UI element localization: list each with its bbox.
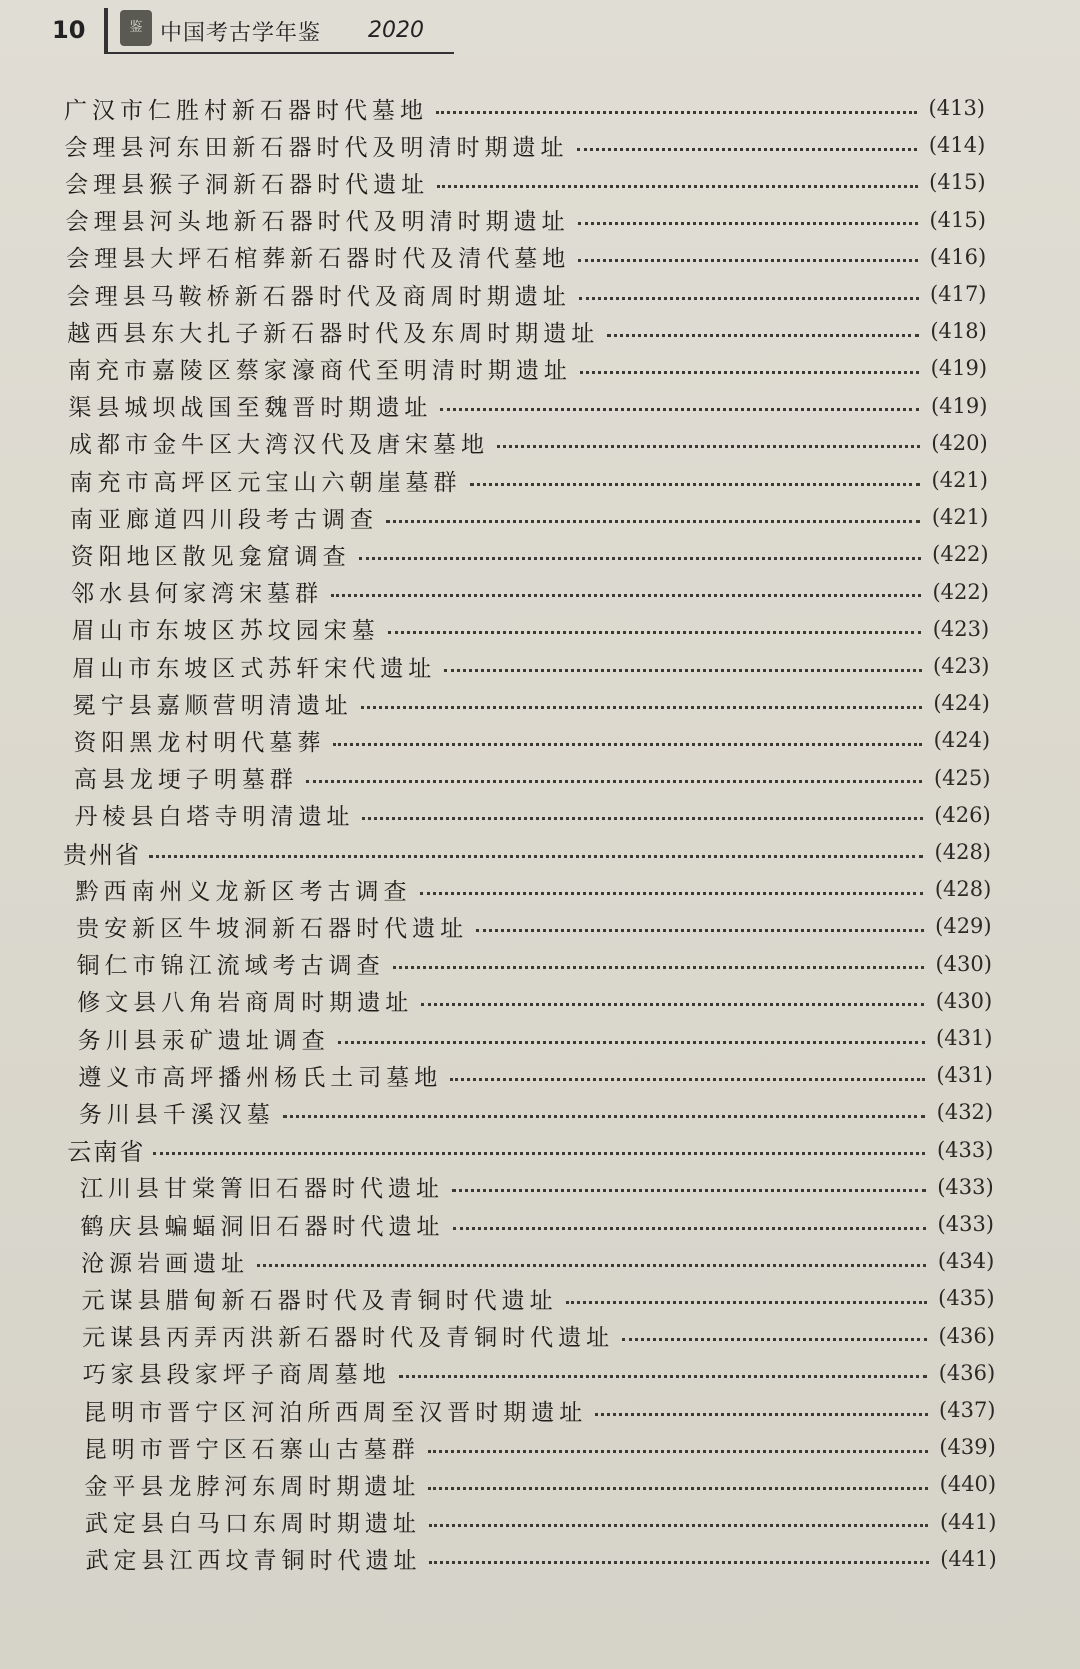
toc-leader-dots: [388, 631, 922, 634]
toc-leader-dots: [436, 111, 917, 114]
toc-entry: [0, 1169, 1080, 1205]
book-logo-icon: 鉴: [120, 10, 152, 46]
toc-entry: [0, 462, 1080, 498]
toc-entry-title: 铜仁市锦江流域考古调查: [76, 953, 385, 980]
toc-entry-title: 武定县白马口东周时期遗址: [84, 1511, 421, 1538]
toc-entry-page: (421): [931, 468, 988, 492]
toc-leader-dots: [579, 297, 919, 300]
toc-leader-dots: [331, 594, 921, 597]
toc-entry-page: (430): [935, 988, 993, 1013]
toc-entry: [0, 1355, 1080, 1391]
toc-entry-title: 修文县八角岩商周时期遗址: [77, 990, 414, 1017]
toc-entry-title: 昆明市晋宁区河泊所西周至汉晋时期遗址: [83, 1399, 588, 1426]
toc-leader-dots: [153, 1152, 925, 1155]
toc-entry-title: 邻水县何家湾宋墓群: [71, 581, 324, 608]
toc-leader-dots: [580, 371, 919, 374]
toc-leader-dots: [450, 1078, 925, 1081]
toc-entry: [0, 574, 1080, 610]
toc-entry: [0, 239, 1080, 275]
toc-leader-dots: [607, 334, 919, 337]
toc-leader-dots: [595, 1413, 927, 1416]
toc-entry-page: (431): [936, 1026, 993, 1050]
toc-entry-page: (433): [936, 1137, 994, 1162]
toc-leader-dots: [306, 780, 923, 783]
toc-leader-dots: [257, 1264, 926, 1267]
toc-leader-dots: [420, 892, 924, 895]
toc-entry-page: (434): [937, 1249, 995, 1274]
toc-entry: [0, 1094, 1080, 1130]
toc-entry-page: (419): [930, 393, 988, 418]
header-divider: [104, 8, 108, 52]
toc-entry: [0, 1429, 1080, 1465]
toc-entry: [0, 1057, 1080, 1093]
toc-entry-title: 黔西南州义龙新区考古调查: [75, 878, 412, 905]
toc-entry: [0, 722, 1080, 758]
toc-entry-title: 南充市高坪区元宝山六朝崖墓群: [69, 469, 462, 496]
header-rule: [104, 52, 454, 54]
toc-entry-title: 眉山市东坡区式苏轩宋代遗址: [72, 655, 437, 682]
toc-leader-dots: [476, 929, 924, 932]
toc-entry-page: (432): [936, 1100, 994, 1125]
toc-entry-title: 元谋县丙弄丙洪新石器时代及青铜时代遗址: [82, 1325, 615, 1352]
toc-entry: [0, 908, 1080, 944]
page-header: [0, 0, 470, 60]
toc-entry-title: 巧家县段家坪子商周墓地: [82, 1362, 391, 1389]
toc-leader-dots: [421, 1003, 924, 1006]
toc-entry-title: 丹棱县白塔寺明清遗址: [74, 804, 355, 831]
toc-entry: [0, 1318, 1080, 1354]
toc-leader-dots: [470, 483, 921, 486]
toc-leader-dots: [149, 855, 923, 858]
toc-entry: [0, 1206, 1080, 1242]
toc-entry: [0, 127, 1080, 163]
toc-leader-dots: [622, 1338, 927, 1341]
toc-entry-page: (430): [935, 951, 992, 976]
toc-entry-page: (428): [934, 877, 992, 902]
toc-entry-page: (428): [934, 840, 991, 864]
toc-entry-title: 资阳地区散见龛窟调查: [70, 543, 351, 570]
toc-entry: [0, 1392, 1080, 1428]
toc-section-heading: [0, 1132, 1080, 1168]
toc-entry-page: (418): [930, 319, 987, 344]
toc-leader-dots: [393, 966, 924, 969]
toc-entry-page: (414): [928, 133, 986, 158]
toc-entry: [0, 871, 1080, 907]
page-number: 10: [52, 16, 86, 44]
toc-entry: [0, 202, 1080, 238]
toc-leader-dots: [362, 817, 922, 820]
toc-entry-title: 会理县大坪石棺葬新石器时代及清代墓地: [66, 246, 571, 273]
toc-entry-title: 南亚廊道四川段考古调查: [70, 506, 379, 533]
toc-entry-page: (433): [937, 1174, 994, 1199]
toc-leader-dots: [452, 1189, 926, 1192]
toc-entry-page: (426): [934, 802, 991, 827]
toc-leader-dots: [399, 1375, 928, 1378]
toc-entry-page: (424): [933, 691, 990, 716]
toc-entry-page: (415): [929, 207, 986, 232]
toc-entry-title: 武定县江西坟青铜时代遗址: [85, 1548, 422, 1575]
toc-entry: [0, 313, 1080, 349]
toc-leader-dots: [497, 445, 920, 448]
toc-entry-page: (433): [937, 1212, 994, 1236]
toc-entry-page: (440): [939, 1472, 997, 1497]
toc-entry: [0, 276, 1080, 312]
toc-entry-title: 渠县城坝战国至魏晋时期遗址: [68, 395, 433, 422]
toc-leader-dots: [444, 669, 921, 672]
toc-entry-page: (424): [933, 728, 991, 753]
book-title: 中国考古学年鉴: [160, 21, 322, 46]
toc-entry-title: 鹤庆县蝙蝠洞旧石器时代遗址: [80, 1213, 445, 1240]
toc-entry: [0, 536, 1080, 572]
toc-entry-page: (439): [939, 1435, 996, 1460]
toc-leader-dots: [566, 1301, 927, 1304]
toc-entry-title: 云南省: [67, 1138, 146, 1167]
toc-entry: [0, 983, 1080, 1019]
toc-entry: [0, 388, 1080, 424]
toc-entry: [0, 611, 1080, 647]
toc-entry: [0, 1280, 1080, 1316]
toc-entry-page: (415): [929, 170, 986, 195]
toc-entry-page: (423): [932, 616, 990, 641]
toc-entry-title: 会理县河头地新石器时代及明清时期遗址: [65, 209, 570, 236]
toc-entry-page: (425): [933, 765, 991, 790]
toc-entry-title: 金平县龙脖河东周时期遗址: [84, 1473, 421, 1500]
toc-entry: [0, 685, 1080, 721]
toc-leader-dots: [577, 148, 918, 151]
toc-leader-dots: [386, 520, 920, 523]
toc-entry-page: (429): [935, 914, 992, 939]
toc-leader-dots: [429, 1561, 928, 1564]
toc-leader-dots: [437, 185, 918, 188]
toc-entry-title: 贵安新区牛坡洞新石器时代遗址: [76, 915, 469, 942]
toc-entry-page: (435): [938, 1286, 995, 1311]
toc-entry-page: (417): [930, 282, 987, 306]
toc-entry: [0, 90, 1080, 126]
toc-entry-page: (436): [938, 1323, 995, 1348]
toc-entry: [0, 164, 1080, 200]
toc-leader-dots: [428, 1450, 928, 1453]
toc-leader-dots: [578, 222, 918, 225]
toc-entry-page: (441): [939, 1509, 997, 1534]
toc-leader-dots: [283, 1115, 925, 1118]
toc-leader-dots: [453, 1227, 927, 1230]
toc-leader-dots: [333, 743, 922, 746]
toc-leader-dots: [578, 259, 918, 262]
toc-leader-dots: [338, 1041, 925, 1044]
toc-entry-title: 南充市嘉陵区蔡家濠商代至明清时期遗址: [67, 357, 572, 384]
toc-entry-title: 务川县汞矿遗址调查: [77, 1027, 330, 1054]
toc-entry-page: (422): [932, 579, 989, 604]
toc-entry: [0, 1504, 1080, 1540]
toc-entry: [0, 425, 1080, 461]
toc-entry: [0, 648, 1080, 684]
toc-leader-dots: [428, 1487, 928, 1490]
toc-entry-page: (431): [936, 1063, 993, 1088]
toc-leader-dots: [440, 408, 919, 411]
toc-entry: [0, 797, 1080, 833]
toc-entry-page: (416): [929, 244, 987, 269]
toc-leader-dots: [361, 706, 922, 709]
book-year: 2020: [368, 18, 424, 43]
toc-entry-page: (419): [930, 356, 988, 381]
toc-entry-title: 冕宁县嘉顺营明清遗址: [72, 692, 353, 719]
toc-entry-page: (420): [931, 430, 988, 455]
toc-entry-page: (437): [939, 1398, 996, 1422]
toc-entry-title: 成都市金牛区大湾汉代及唐宋墓地: [68, 432, 489, 459]
toc-entry: [0, 1243, 1080, 1279]
toc-entry-title: 会理县马鞍桥新石器时代及商周时期遗址: [66, 283, 571, 310]
toc-entry-page: (413): [928, 96, 985, 120]
toc-entry-title: 资阳黑龙村明代墓葬: [73, 729, 326, 756]
toc-entry: [0, 1541, 1080, 1577]
toc-leader-dots: [429, 1524, 929, 1527]
toc-entry: [0, 946, 1080, 982]
toc-entry-page: (422): [932, 542, 989, 567]
toc-entry-title: 越西县东大扎子新石器时代及东周时期遗址: [67, 320, 600, 347]
toc-entry-page: (421): [931, 505, 989, 530]
toc-entry-title: 元谋县腊甸新石器时代及青铜时代遗址: [81, 1287, 558, 1314]
toc-leader-dots: [359, 557, 921, 560]
toc-entry: [0, 499, 1080, 535]
toc-entry-title: 沧源岩画遗址: [81, 1250, 250, 1277]
toc-entry: [0, 350, 1080, 386]
toc-entry-page: (423): [933, 654, 990, 678]
toc-entry-title: 会理县河东田新石器时代及明清时期遗址: [64, 134, 569, 161]
toc-section-heading: [0, 834, 1080, 870]
toc-entry-title: 贵州省: [63, 840, 141, 869]
toc-entry-title: 广汉市仁胜村新石器时代墓地: [64, 97, 428, 124]
toc-entry: [0, 760, 1080, 796]
toc-entry-page: (436): [938, 1360, 996, 1385]
toc-entry-title: 眉山市东坡区苏坟园宋墓: [71, 618, 380, 645]
toc-entry-title: 遵义市高坪播州杨氏土司墓地: [78, 1064, 443, 1091]
toc-entry-title: 江川县甘棠箐旧石器时代遗址: [79, 1176, 444, 1203]
toc-entry-title: 会理县猴子洞新石器时代遗址: [65, 171, 430, 198]
toc-entry: [0, 1020, 1080, 1056]
toc-entry: [0, 1466, 1080, 1502]
toc-entry-title: 务川县千溪汉墓: [78, 1101, 275, 1128]
toc-entry-title: 高县龙埂子明墓群: [73, 767, 298, 794]
toc-entry-page: (441): [940, 1546, 997, 1571]
toc-entry-title: 昆明市晋宁区石寨山古墓群: [83, 1436, 420, 1463]
